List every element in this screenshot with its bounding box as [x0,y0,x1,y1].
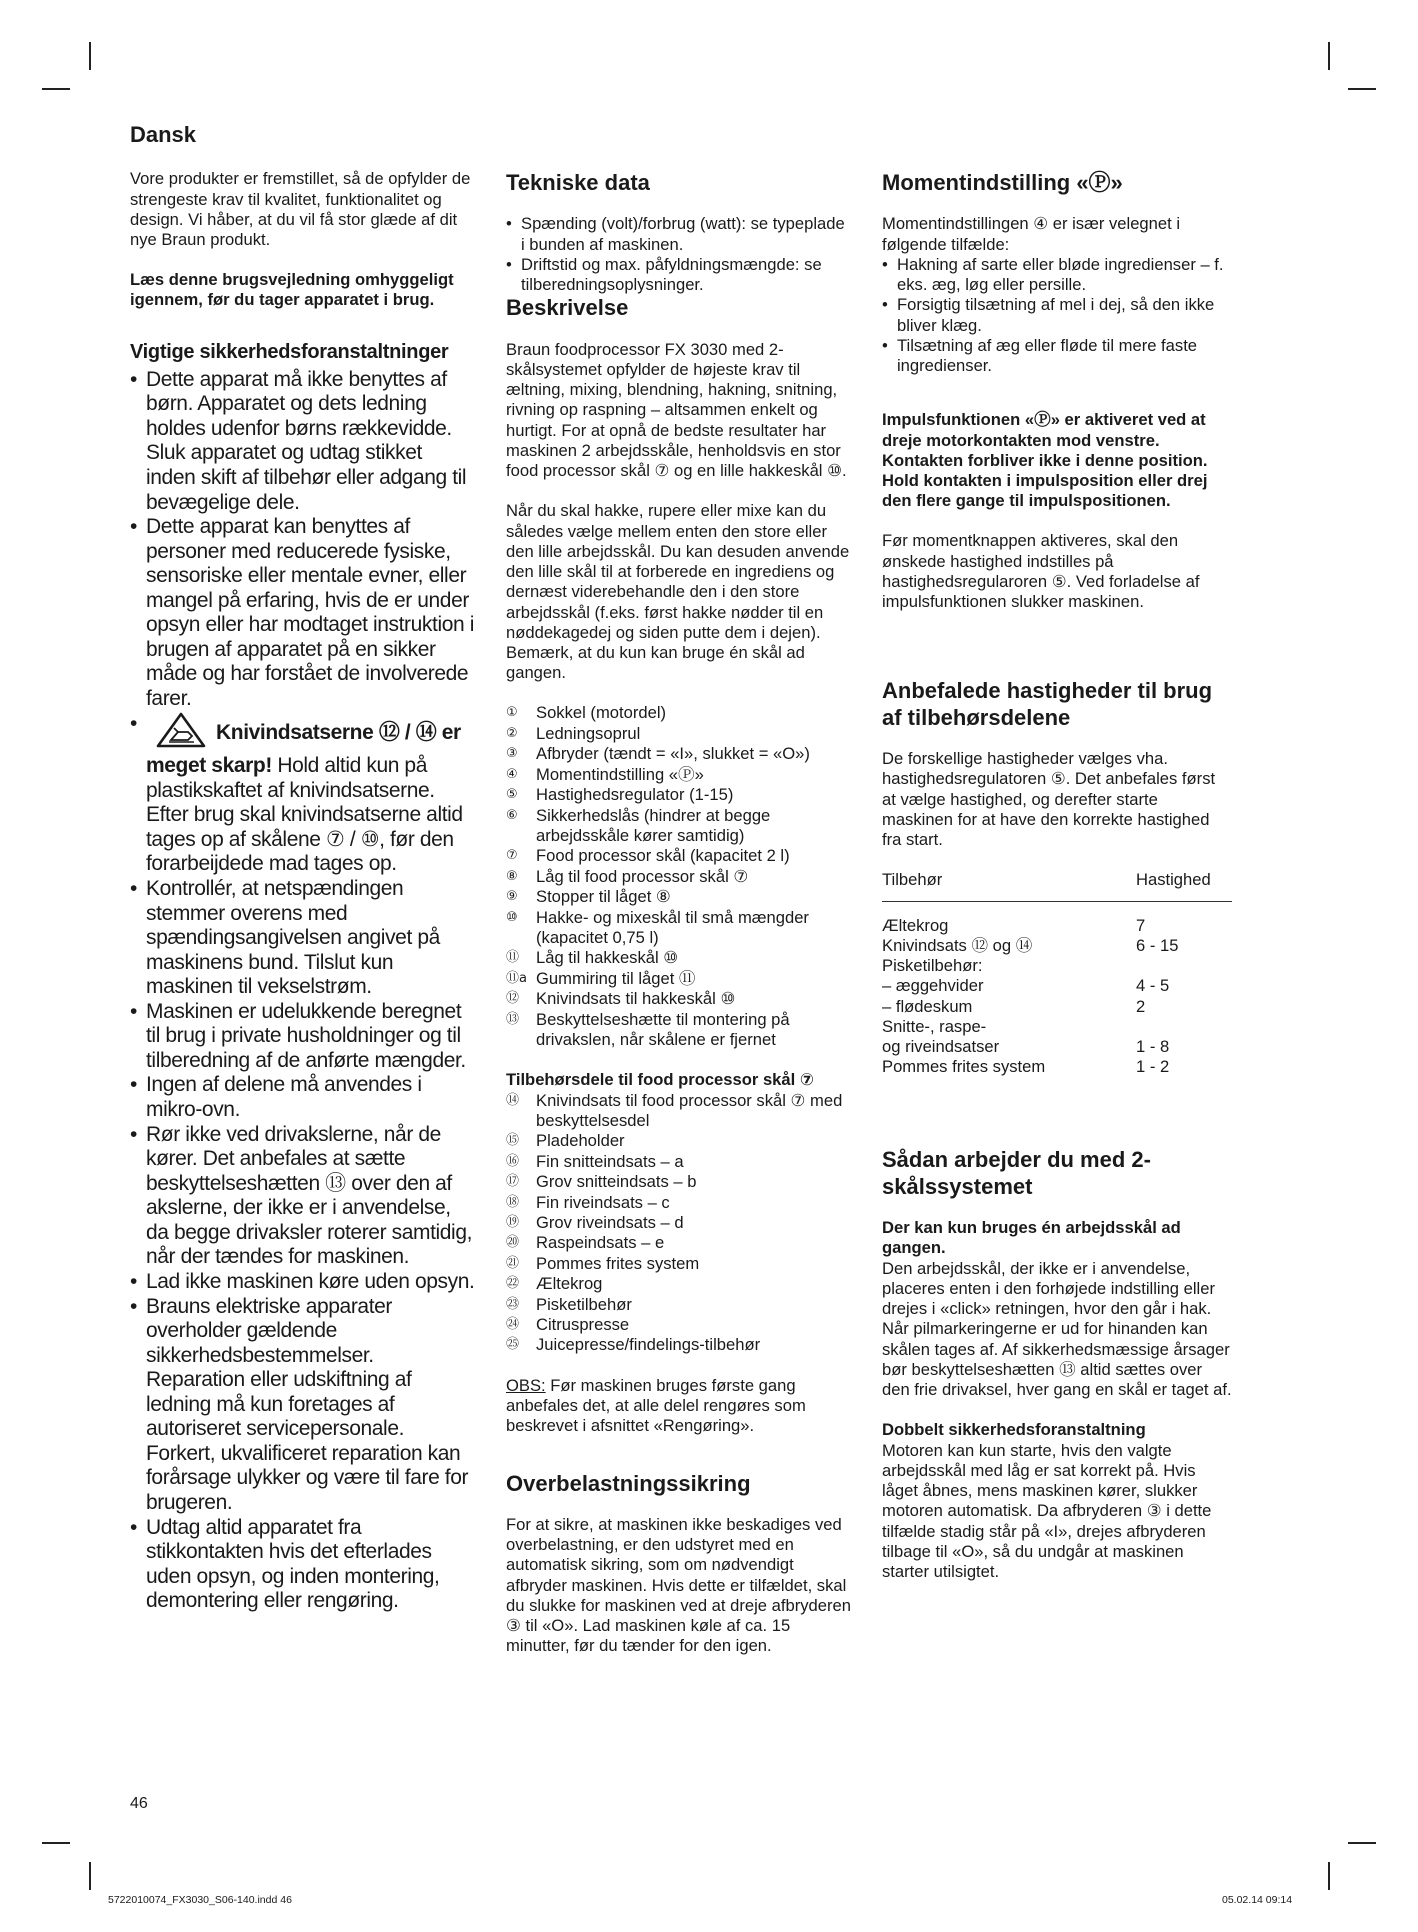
parts-list-item: ⑦ Food processor skål (kapacitet 2 l) [506,846,790,866]
accessory-item: ⑰ Grov snitteindsats – b [506,1172,697,1192]
table-row: og riveindsatser 1 - 8 [882,1036,1170,1056]
moment-item: • Tilsætning af æg eller fløde til mere faste ingredienser. [882,336,1232,376]
column-right [882,170,1232,1582]
crop-mark [1328,42,1330,70]
obs-label: OBS: [506,1375,546,1395]
hazard-text: Hold altid kun på plastikskaftet af knivindsatserne. Efter brug skal knivindsatserne altid tages op af skålene ⑦ / ⑩, før den forarbeijdede mad tages op. [146,754,463,876]
safety-item: • Rør ikke ved drivakslerne, når de kører. Det anbefales at sætte beskyttelseshætten ⑬ over den af akslerne, der ikke er i anvendelse, da begge drivaksler roterer samtidig, når der tændes for maskinen. [130,1123,475,1270]
moment-heading: Momentindstilling «Ⓟ» [882,170,1123,195]
safety-item: • Ingen af delene må anvendes i mikro-ovn. [130,1073,475,1122]
language-title: Dansk [130,122,197,147]
parts-list [506,703,851,1050]
safety-heading: Vigtige sikkerhedsforanstaltninger [130,340,449,363]
read-notice: Læs denne brugsvejledning omhyggeligt igennem, før du tager apparatet i brug. [130,270,454,310]
safety-item: • Udtag altid apparatet fra stikkontakten hvis det efterlades uden opsyn, og inden montering, demontering eller rengøring. [130,1516,475,1614]
twobowl-subhead-1: Der kan kun bruges én arbejdsskål ad gangen. [882,1218,1181,1258]
table-row: Knivindsats ⑫ og ⑭ 6 - 15 [882,935,1179,955]
table-row: Snitte-, raspe- [882,1016,987,1036]
table-row: – flødeskum 2 [882,996,1146,1016]
table-row: – æggehvider 4 - 5 [882,976,1170,996]
moment-intro: Momentindstillingen ④ er især velegnet i følgende tilfælde: [882,214,1181,254]
parts-list-item: ④ Momentindstilling «Ⓟ» [506,764,704,784]
description-para-1: Braun foodprocessor FX 3030 med 2-skålsystemet opfylder de højeste krav til æltning, mixing, blendning, hakning, snitning, rivning op raspning – altsammen enkelt og hurtigt. For at opnå de bedste resultater har maskinen 2 arbejdsskåle, henholdsvis en stor food processor skål ⑦ og en lille hakkeskål ⑩. [506,339,847,481]
safety-list [130,368,475,1614]
accessory-item: ⑯ Fin snitteindsats – a [506,1151,684,1171]
description-heading: Beskrivelse [506,295,629,321]
moment-item: • Hakning af sarte eller bløde ingredienser – f. eks. æg, løg eller persille. [882,255,1232,295]
safety-item-hazard [130,712,475,877]
table-row: Pommes frites system 1 - 2 [882,1057,1170,1077]
parts-list-item: ⑩ Hakke- og mixeskål til små mængder (kapacitet 0,75 l) [506,907,809,947]
crop-mark [1328,1862,1330,1890]
page-number: 46 [130,1795,148,1812]
parts-list-item: ⑥ Sikkerhedslås (hindrer at begge arbejdsskåle kører samtidig) [506,805,771,845]
obs-text: Før maskinen bruges første gang anbefales det, at alle delel rengøres som beskrevet i afsnittet «Rengøring». [506,1375,806,1436]
parts-list-item: ⑧ Låg til food processor skål ⑦ [506,866,749,886]
speeds-intro: De forskellige hastigheder vælges vha. hastighedsregulatoren ⑤. Det anbefales først at vælge hastighed, og derefter starte maskinen for at have den korrekte hastighed fra start. [882,749,1216,850]
moment-before-text: Før momentknappen aktiveres, skal den ønskede hastighed indstilles på hastighedsregularoren ⑤. Ved forladelse af impulsfunktionen slukker maskinen. [882,531,1200,612]
description-para-2: Når du skal hakke, rupere eller mixe kan du således vælge mellem enten den store eller den lille arbejdsskål. Du kan desuden anvende den lille skål til at forberede en ingrediens og dernæst viderebehandle den i den store arbejdsskål (f.eks. først hakke nødder til en nøddekagedej og siden putte dem i dejen). Bemærk, at du kun kan bruge én skål ad gangen. [506,501,850,683]
technical-heading: Tekniske data [506,170,650,195]
safety-item: • Dette apparat kan benyttes af personer med reducerede fysiske, sensoriske eller mentale evner, eller mangel på erfaring, hvis de er under opsyn eller har modtaget instruktion i brugen af apparatet på en sikker måde og har forstået de involverede farer. [130,515,475,712]
accessory-item: ㉑ Pommes frites system [506,1253,700,1273]
hazard-strong-text: Knivindsatserne ⑫ / ⑭ er meget skarp! [146,720,461,778]
accessory-item: ⑲ Grov riveindsats – d [506,1213,684,1233]
accessory-item: ㉕ Juicepresse/findelings-tilbehør [506,1335,761,1355]
safety-item: • Dette apparat må ikke benyttes af børn. Apparatet og dets ledning holdes udenfor børns rækkevidde. Sluk apparatet og udtag stikket inden skift af tilbehør eller adgang til bevægelige dele. [130,368,475,515]
column-left [130,122,475,1614]
impulse-text: Impulsfunktionen «Ⓟ» er aktiveret ved at dreje motorkontakten mod venstre. Kontakten forbliver ikke i denne position. Hold kontakten i impulsposition eller drej den flere gange til impulspositionen. [882,410,1208,511]
twobowl-subhead-2: Dobbelt sikkerhedsforanstaltning [882,1420,1146,1440]
crop-mark [1348,88,1376,90]
accessories-list [506,1091,851,1356]
obs-note [506,1376,851,1437]
safety-item: • Lad ikke maskinen køre uden opsyn. [130,1270,475,1295]
accessories-heading: Tilbehørsdele til food processor skål ⑦ [506,1070,814,1090]
moment-list [882,255,1232,376]
crop-mark [1348,1842,1376,1844]
technical-item: • Driftstid og max. påfyldningsmængde: se tilberedningsoplysninger. [506,255,851,295]
crop-mark [42,1842,70,1844]
sharp-blade-warning-icon [156,712,206,755]
twobowl-text-1: Den arbejdsskål, der ikke er i anvendelse, placeres enten i den forhøjede indstilling eller drejes i «click» retningen, hvor den går i hak. Når pilmarkeringerne er ud for hinanden kan skålen tages af. Af sikkerhedsmæssige årsager bør beskyttelseshætten ⑬ altid sættes over den frie drivaksel, hver gang en skål er taget af. [882,1258,1232,1400]
technical-list [506,214,851,295]
overload-text: For at sikre, at maskinen ikke beskadiges ved overbelastning, er den udstyret med en automatisk sikring, som om nødvendigt afbryder maskinen. Hvis dette er tilfældet, skal du slukke for maskinen ved at dreje afbryderen ③ til «O». Lad maskinen køle af ca. 15 minutter, før du tænder for den igen. [506,1514,851,1656]
parts-list-item: ② Ledningsoprul [506,723,641,743]
parts-list-item: ⑪ Låg til hakkeskål ⑩ [506,948,679,968]
table-row: Æltekrog 7 [882,915,1146,935]
crop-mark [89,42,91,70]
accessory-item: ㉓ Pisketilbehør [506,1294,632,1314]
parts-list-item: ⑨ Stopper til låget ⑧ [506,887,671,907]
col-speed-header: Hastighed [1136,870,1232,901]
intro-text: Vore produkter er fremstillet, så de opfylder de strengeste krav til kvalitet, funktionalitet og design. Vi håber, at du vil få stor glæde af dit nye Braun produkt. [130,169,471,249]
parts-list-item: ⑬ Beskyttelseshætte til montering på drivakslen, når skålene er fjernet [506,1009,790,1049]
twobowl-text-2: Motoren kan kun starte, hvis den valgte arbejdsskål med låg er sat korrekt på. Hvis låget åbnes, mens maskinen kører, slukker motoren automatisk. Da afbryderen ③ i dette tilfælde stadig står på «I», drejes afbryderen tilbage til «O», så du undgår at maskinen starter utilsigtet. [882,1440,1212,1581]
safety-item: • Maskinen er udelukkende beregnet til brug i private husholdninger og til tilberedning af de anførte mængder. [130,1000,475,1074]
col-accessory-header: Tilbehør [882,870,1136,901]
accessory-item: ㉒ Æltekrog [506,1274,603,1294]
parts-list-item: ③ Afbryder (tændt = «I», slukket = «O») [506,744,810,764]
speeds-heading: Anbefalede hastigheder til brug af tilbehørsdelene [882,678,1213,730]
parts-list-item: ⑪a Gummiring til låget ⑪ [506,968,696,988]
accessory-item: ⑮ Pladeholder [506,1131,625,1151]
accessory-item: ㉔ Citruspresse [506,1315,630,1335]
footer-file-info: 5722010074_FX3030_S06-140.indd 46 [108,1894,292,1906]
parts-list-item: ① Sokkel (motordel) [506,703,667,723]
crop-mark [89,1862,91,1890]
twobowl-heading: Sådan arbejder du med 2-skålssystemet [882,1147,1151,1199]
overload-heading: Overbelastningssikring [506,1470,751,1496]
accessory-item: ⑭ Knivindsats til food processor skål ⑦ med beskyttelsesdel [506,1090,843,1131]
accessory-item: ⑳ Raspeindsats – e [506,1233,665,1253]
accessory-item: ⑱ Fin riveindsats – c [506,1192,670,1212]
speeds-header-row [882,870,1232,901]
safety-item: • Brauns elektriske apparater overholder gældende sikkerhedsbestemmelser. Reparation eller udskiftning af ledning må kun foretages af autoriseret servicepersonale. Forkert, ukvalificeret reparation kan forårsage ulykker og være til fare for brugeren. [130,1295,475,1516]
speeds-table [882,870,1232,1077]
table-row: Pisketilbehør: [882,956,983,976]
technical-item: • Spænding (volt)/forbrug (watt): se typeplade i bunden af maskinen. [506,214,851,254]
safety-item: • Kontrollér, at netspændingen stemmer overens med spændingsangivelsen angivet på maskinens bund. Tilslut kun maskinen til vekselstrøm. [130,877,475,1000]
crop-mark [42,88,70,90]
footer-date: 05.02.14 09:14 [1222,1894,1293,1906]
parts-list-item: ⑫ Knivindsats til hakkeskål ⑩ [506,989,736,1009]
parts-list-item: ⑤ Hastighedsregulator (1-15) [506,785,734,805]
column-middle [506,170,851,1657]
moment-item: • Forsigtig tilsætning af mel i dej, så den ikke bliver klæg. [882,295,1232,335]
